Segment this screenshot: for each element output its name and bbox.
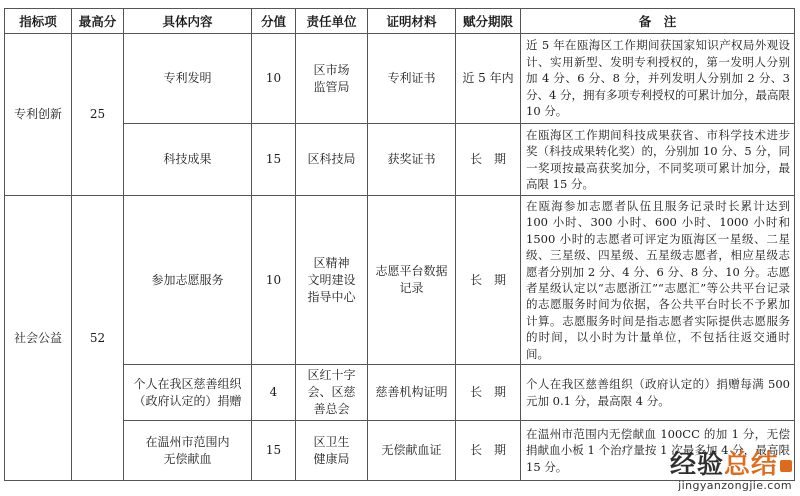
watermark-url: jingyanzongjie.com — [678, 479, 792, 492]
row-points: 15 — [252, 421, 296, 481]
row-period: 长 期 — [456, 421, 521, 481]
header-unit: 责任单位 — [296, 9, 368, 34]
row-unit: 区卫生 健康局 — [296, 421, 368, 481]
header-max-score: 最高分 — [72, 9, 124, 34]
group-indicator: 社会公益 — [5, 196, 72, 481]
table-row — [5, 421, 795, 481]
row-note: 在瓯海区工作期间科技成果获省、市科学技术进步奖（科技成果转化奖）的，分别加 10 分、5 分，同一奖项按最高获奖加分，不同奖项可累计加分，最高限 15 分。 — [521, 124, 795, 196]
row-unit: 区红十字 会、区慈 善总会 — [296, 365, 368, 421]
header-content: 具体内容 — [124, 9, 252, 34]
row-proof: 慈善机构证明 — [368, 365, 456, 421]
row-points: 10 — [252, 34, 296, 124]
header-proof: 证明材料 — [368, 9, 456, 34]
scoring-table — [4, 8, 795, 481]
row-period: 长 期 — [456, 365, 521, 421]
row-proof: 志愿平台数据 记录 — [368, 196, 456, 365]
table-row — [5, 196, 795, 365]
row-content: 在温州市范围内 无偿献血 — [124, 421, 252, 481]
group-indicator: 专利创新 — [5, 34, 72, 196]
row-proof: 专利证书 — [368, 34, 456, 124]
row-period: 长 期 — [456, 124, 521, 196]
row-period: 近 5 年内 — [456, 34, 521, 124]
row-note: 在温州市范围内无偿献血 100CC 的加 1 分，无偿捐献血小板 1 个治疗量按 1 次最多加 4 分，最高限 15 分。 — [521, 421, 795, 481]
header-notes: 备 注 — [521, 9, 795, 34]
row-note: 近 5 年在瓯海区工作期间获国家知识产权局外观设计、实用新型、发明专利授权的，第一发明人分别加 4 分、6 分、8 分，并列发明人分别加 2 分、3 分、4 分，拥有多项专利授权的可累计加分，最高限 10 分。 — [521, 34, 795, 124]
watermark-title: 经验总结 — [670, 451, 792, 479]
row-content: 参加志愿服务 — [124, 196, 252, 365]
row-unit: 区精神 文明建设 指导中心 — [296, 196, 368, 365]
table-row — [5, 34, 795, 124]
group-max-score: 25 — [72, 34, 124, 196]
row-content: 专利发明 — [124, 34, 252, 124]
header-row — [5, 9, 795, 34]
row-proof: 获奖证书 — [368, 124, 456, 196]
row-content: 个人在我区慈善组织 （政府认定的）捐赠 — [124, 365, 252, 421]
row-points: 15 — [252, 124, 296, 196]
header-indicator: 指标项 — [5, 9, 72, 34]
row-note: 在瓯海参加志愿者队伍且服务记录时长累计达到 100 小时、300 小时、600 小时、1000 小时和 1500 小时的志愿者可评定为瓯海区一星级、二星级、三星级、四星级、五星级志愿者，相应星级志愿者分别加 2 分、4 分、6 分、8 分、10 分。志愿者星级认定以“志愿浙江”“志愿汇”等公共平台记录的志愿服务时间为依据，各公共平台时长不予累加计算。志愿服务时间是指志愿者实际提供志愿服务的时间，以小时为计量单位，不包括往返交通时间。 — [521, 196, 795, 365]
row-points: 4 — [252, 365, 296, 421]
table-row — [5, 124, 795, 196]
row-content: 科技成果 — [124, 124, 252, 196]
group-max-score: 52 — [72, 196, 124, 481]
row-proof: 无偿献血证 — [368, 421, 456, 481]
row-points: 10 — [252, 196, 296, 365]
row-unit: 区市场 监管局 — [296, 34, 368, 124]
row-unit: 区科技局 — [296, 124, 368, 196]
row-period: 长 期 — [456, 196, 521, 365]
table-row — [5, 365, 795, 421]
header-points: 分值 — [252, 9, 296, 34]
row-note: 个人在我区慈善组织（政府认定的）捐赠每满 500 元加 0.1 分，最高限 4 分。 — [521, 365, 795, 421]
header-period: 赋分期限 — [456, 9, 521, 34]
